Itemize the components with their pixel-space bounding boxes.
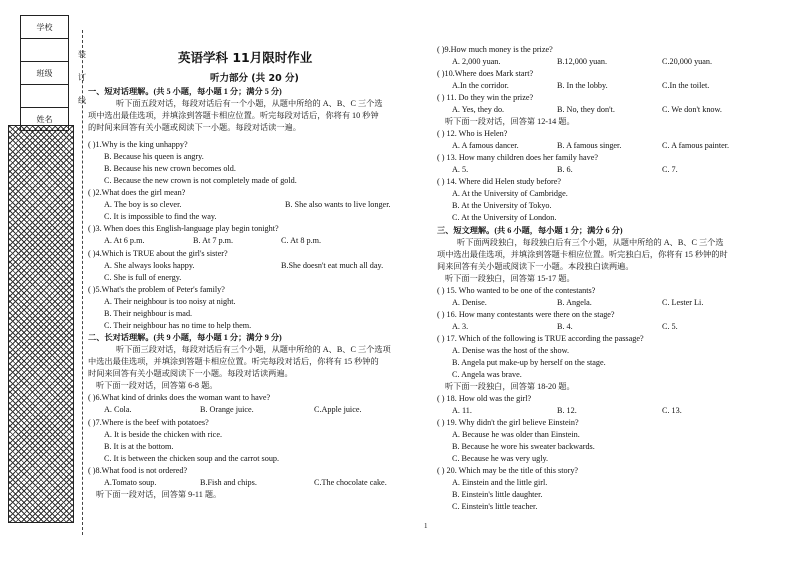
option-2c: C. It is impossible to find the way. — [104, 212, 217, 221]
section-1-instructions: 的时间来回答有关小题或阅读下一小题。每段对话读一遍。 — [88, 123, 301, 132]
question-15: ( ) 15. Who wanted to be one of the contestants? — [437, 286, 596, 295]
binding-line — [82, 30, 83, 535]
option-13a: A. 5. — [452, 165, 469, 174]
option-15b: B. Angela. — [557, 298, 592, 307]
option-15c: C. Lester Li. — [662, 298, 704, 307]
option-3a: A. At 6 p.m. — [104, 236, 145, 245]
option-7b: B. It is at the bottom. — [104, 442, 174, 451]
option-9b: B.12,000 yuan. — [557, 57, 608, 66]
school-field[interactable] — [21, 39, 69, 62]
option-4c: C. She is full of energy. — [104, 273, 182, 282]
school-label: 学校 — [21, 16, 69, 39]
hatched-margin-box — [8, 125, 74, 523]
section-3-instructions: 项中选出最佳选项，并填涂到答题卡相应位置。听完独白后，你将有 15 秒钟的时 — [437, 250, 728, 259]
question-20: ( ) 20. Which may be the title of this story? — [437, 466, 579, 475]
option-14a: A. At the University of Cambridge. — [452, 189, 568, 198]
question-9: ( )9.How much money is the prize? — [437, 45, 553, 54]
option-16a: A. 3. — [452, 322, 469, 331]
option-17c: C. Angela was brave. — [452, 370, 522, 379]
option-8b: B.Fish and chips. — [200, 478, 257, 487]
question-5: ( )5.What's the problem of Peter's family? — [88, 285, 225, 294]
group-12-14-prompt: 听下面一段对话，回答第 12-14 题。 — [445, 117, 575, 126]
option-18a: A. 11. — [452, 406, 472, 415]
group-15-17-prompt: 听下面一段独白，回答第 15-17 题。 — [445, 274, 575, 283]
question-13: ( ) 13. How many children does her family have? — [437, 153, 598, 162]
question-14: ( ) 14. Where did Helen study before? — [437, 177, 561, 186]
page-subtitle: 听力部分 (共 20 分) — [210, 73, 299, 84]
option-8a: A.Tomato soup. — [104, 478, 157, 487]
option-17a: A. Denise was the host of the show. — [452, 346, 570, 355]
option-2b: B. She also wants to live longer. — [285, 200, 391, 209]
option-12a: A. A famous dancer. — [452, 141, 519, 150]
seal-char-zhuang: 装 — [78, 50, 86, 59]
section-1-instructions: 听下面五段对话，每段对话后有一个小题，从题中所给的 A、B、C 三个选 — [116, 99, 383, 108]
question-18: ( ) 18. How old was the girl? — [437, 394, 532, 403]
page-number: 1 — [424, 522, 428, 530]
question-2: ( )2.What does the girl mean? — [88, 188, 186, 197]
option-20c: C. Einstein's little teacher. — [452, 502, 538, 511]
group-9-11-prompt: 听下面一段对话，回答第 9-11 题。 — [96, 490, 222, 499]
option-7a: A. It is beside the chicken with rice. — [104, 430, 222, 439]
section-3-instructions: 听下面两段独白，每段独白后有三个小题，从题中所给的 A、B、C 三个选 — [457, 238, 724, 247]
option-19c: C. Because he was very ugly. — [452, 454, 549, 463]
student-info-table — [20, 15, 69, 131]
class-label: 班级 — [21, 62, 69, 85]
option-16c: C. 5. — [662, 322, 678, 331]
question-4: ( )4.Which is TRUE about the girl's sister? — [88, 249, 228, 258]
section-2-instructions: 听下面三段对话，每段对话后有三个小题，从题中所给的 A、B、C 三个选项 — [116, 345, 391, 354]
section-3-heading: 三、短文理解。(共 6 小题，每小题 1 分；满分 6 分) — [437, 226, 623, 235]
question-7: ( )7.Where is the beef with potatoes? — [88, 418, 209, 427]
section-1-heading: 一、短对话理解。(共 5 小题，每小题 1 分；满分 5 分) — [88, 87, 282, 96]
section-2-instructions: 中选出最佳选项，并填涂到答题卡相应位置。听完每段对话后，你将有 15 秒钟的 — [88, 357, 379, 366]
option-2a: A. The boy is so clever. — [104, 200, 182, 209]
option-4b: B.She doesn't eat much all day. — [281, 261, 384, 270]
section-1-instructions: 项中选出最佳选项，并填涂到答题卡相应位置。听完每段对话后，你将有 10 秒钟 — [88, 111, 379, 120]
question-10: ( )10.Where does Mark start? — [437, 69, 534, 78]
option-13b: B. 6. — [557, 165, 573, 174]
option-16b: B. 4. — [557, 322, 573, 331]
option-19b: B. Because he wore his sweater backwards. — [452, 442, 595, 451]
option-20b: B. Einstein's little daughter. — [452, 490, 543, 499]
option-9a: A. 2,000 yuan. — [452, 57, 501, 66]
option-1b: B. Because his new crown becomes old. — [104, 164, 236, 173]
question-1: ( )1.Why is the king unhappy? — [88, 140, 188, 149]
option-19a: A. Because he was older than Einstein. — [452, 430, 580, 439]
option-17b: B. Angela put make-up by herself on the stage. — [452, 358, 606, 367]
option-11c: C. We don't know. — [662, 105, 722, 114]
option-4a: A. She always looks happy. — [104, 261, 195, 270]
option-15a: A. Denise. — [452, 298, 487, 307]
option-6b: B. Orange juice. — [200, 405, 254, 414]
option-20a: A. Einstein and the little girl. — [452, 478, 548, 487]
section-3-instructions: 间来回答有关小题或阅读下一小题。本段独白读两遍。 — [437, 262, 634, 271]
option-18c: C. 13. — [662, 406, 682, 415]
option-14c: C. At the University of London. — [452, 213, 557, 222]
option-11b: B. No, they don't. — [557, 105, 615, 114]
question-17: ( ) 17. Which of the following is TRUE according the passage? — [437, 334, 644, 343]
option-12c: C. A famous painter. — [662, 141, 730, 150]
option-5c: C. Their neighbour has no time to help them. — [104, 321, 252, 330]
option-3b: B. At 7 p.m. — [193, 236, 234, 245]
class-field[interactable] — [21, 85, 69, 108]
question-16: ( ) 16. How many contestants were there on the stage? — [437, 310, 615, 319]
question-8: ( )8.What food is not ordered? — [88, 466, 188, 475]
option-5b: B. Their neighbour is mad. — [104, 309, 193, 318]
option-8c: C.The chocolate cake. — [314, 478, 387, 487]
seal-char-ding: 订 — [78, 73, 86, 82]
option-9c: C.20,000 yuan. — [662, 57, 713, 66]
option-1a: B. Because his queen is angry. — [104, 152, 204, 161]
option-10a: A.In the corridor. — [452, 81, 509, 90]
group-6-8-prompt: 听下面一段对话，回答第 6-8 题。 — [96, 381, 218, 390]
name-label: 姓名 — [21, 108, 69, 131]
question-19: ( ) 19. Why didn't the girl believe Einstein? — [437, 418, 579, 427]
question-6: ( )6.What kind of drinks does the woman want to have? — [88, 393, 271, 402]
option-7c: C. It is between the chicken soup and the carrot soup. — [104, 454, 280, 463]
section-2-instructions: 时间来回答有关小题或阅读下一小题。每段对话读两遍。 — [88, 369, 293, 378]
option-6c: C.Apple juice. — [314, 405, 362, 414]
question-12: ( ) 12. Who is Helen? — [437, 129, 508, 138]
option-13c: C. 7. — [662, 165, 678, 174]
page-title: 英语学科 11月限时作业 — [178, 50, 313, 65]
option-10b: B. In the lobby. — [557, 81, 608, 90]
option-18b: B. 12. — [557, 406, 577, 415]
seal-char-xian: 线 — [78, 96, 86, 105]
option-3c: C. At 8 p.m. — [281, 236, 322, 245]
option-5a: A. Their neighbour is too noisy at night. — [104, 297, 236, 306]
group-18-20-prompt: 听下面一段独白，回答第 18-20 题。 — [445, 382, 575, 391]
question-3: ( )3. When does this English-language play begin tonight? — [88, 224, 279, 233]
option-10c: C.In the toilet. — [662, 81, 710, 90]
option-1c: C. Because the new crown is not completely made of gold. — [104, 176, 297, 185]
option-12b: B. A famous singer. — [557, 141, 622, 150]
option-11a: A. Yes, they do. — [452, 105, 505, 114]
option-14b: B. At the University of Tokyo. — [452, 201, 552, 210]
question-11: ( ) 11. Do they win the prize? — [437, 93, 534, 102]
option-6a: A. Cola. — [104, 405, 132, 414]
section-2-heading: 二、长对话理解。(共 9 小题，每小题 1 分；满分 9 分) — [88, 333, 282, 342]
